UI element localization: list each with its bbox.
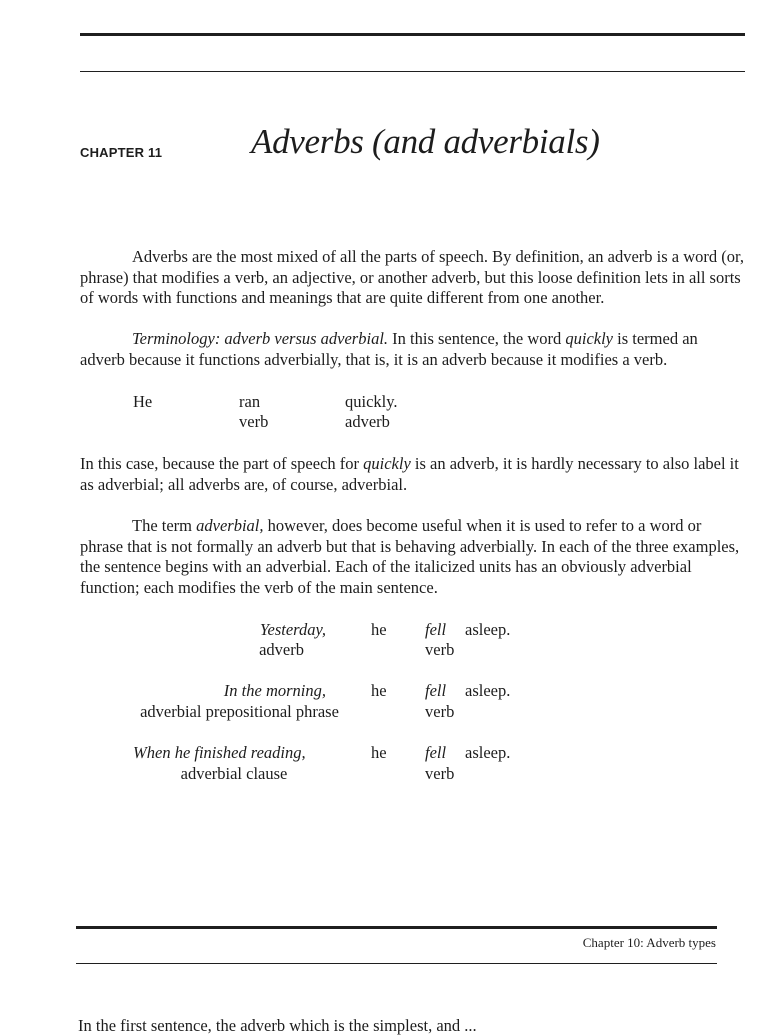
example-word: ran — [239, 392, 261, 411]
example-phrase: When he finished reading, — [133, 743, 306, 762]
example-phrase-label: adverb — [259, 640, 304, 659]
footer-rule-thin — [76, 963, 717, 964]
example-rest: asleep. — [465, 620, 511, 639]
header-rule-thin — [80, 71, 745, 72]
example-verb: fell — [425, 681, 447, 700]
paragraph-terminology: Terminology: adverb versus adverbial. In this sentence, the word quickly is termed an adverb because it functions adverbially, that is, it is an adverb because it modifies a verb. — [80, 329, 698, 369]
running-footer: Chapter 10: Adverb types — [582, 935, 716, 950]
footer-rule-thick — [76, 926, 717, 929]
chapter-title: Adverbs (and adverbials) — [251, 122, 600, 161]
example-phrase-label: adverbial clause — [180, 764, 288, 783]
paragraph-adverbial: The term adverbial, however, does become useful when it is used to refer to a word or phrase that is not formally an adverb but that is behaving adverbially. In each of the three examples, the sentence begins with an adverbial. Each of the italicized units has an obviously adverbial function; each modifies the verb of the main sentence. — [80, 516, 740, 598]
example-phrase: In the morning, — [223, 681, 326, 700]
term-adverbial: adverbial, — [196, 516, 264, 535]
next-page-partial-line: In the first sentence, the adverb which is the simplest, and ... — [78, 1016, 477, 1035]
example-verb: fell — [425, 743, 447, 762]
paragraph-case: In this case, because the part of speech for quickly is an adverb, it is hardly necessary to also label it as adverbial; all adverbs are, of course, adverbial. — [80, 454, 739, 494]
terminology-heading: Terminology: adverb versus adverbial. — [132, 329, 389, 348]
example-phrase: Yesterday, — [259, 620, 326, 639]
example-rest: asleep. — [465, 743, 511, 762]
paragraph-intro: Adverbs are the most mixed of all the parts of speech. By definition, an adverb is a word (or, phrase) that modifies a verb, an adjective, or another adverb, but this loose definition lets in all sorts of words with functions and meanings that are quite different from one another. — [80, 247, 744, 308]
example-label: verb — [239, 412, 269, 431]
example-subject: he — [371, 743, 387, 762]
example-word: quickly. — [345, 392, 398, 411]
example-phrase-label: adverbial prepositional phrase — [140, 702, 339, 721]
example-subject: he — [371, 620, 387, 639]
example-subject: he — [371, 681, 387, 700]
example-verb-label: verb — [425, 764, 455, 783]
chapter-label: CHAPTER 11 — [80, 145, 163, 160]
header-rule-thick — [80, 33, 745, 36]
term-quickly: quickly — [363, 454, 411, 473]
term-quickly: quickly — [565, 329, 613, 348]
example-rest: asleep. — [465, 681, 511, 700]
example-verb-label: verb — [425, 702, 455, 721]
example-word: He — [133, 392, 153, 411]
example-verb-label: verb — [425, 640, 455, 659]
example-verb: fell — [425, 620, 447, 639]
example-label: adverb — [345, 412, 390, 431]
